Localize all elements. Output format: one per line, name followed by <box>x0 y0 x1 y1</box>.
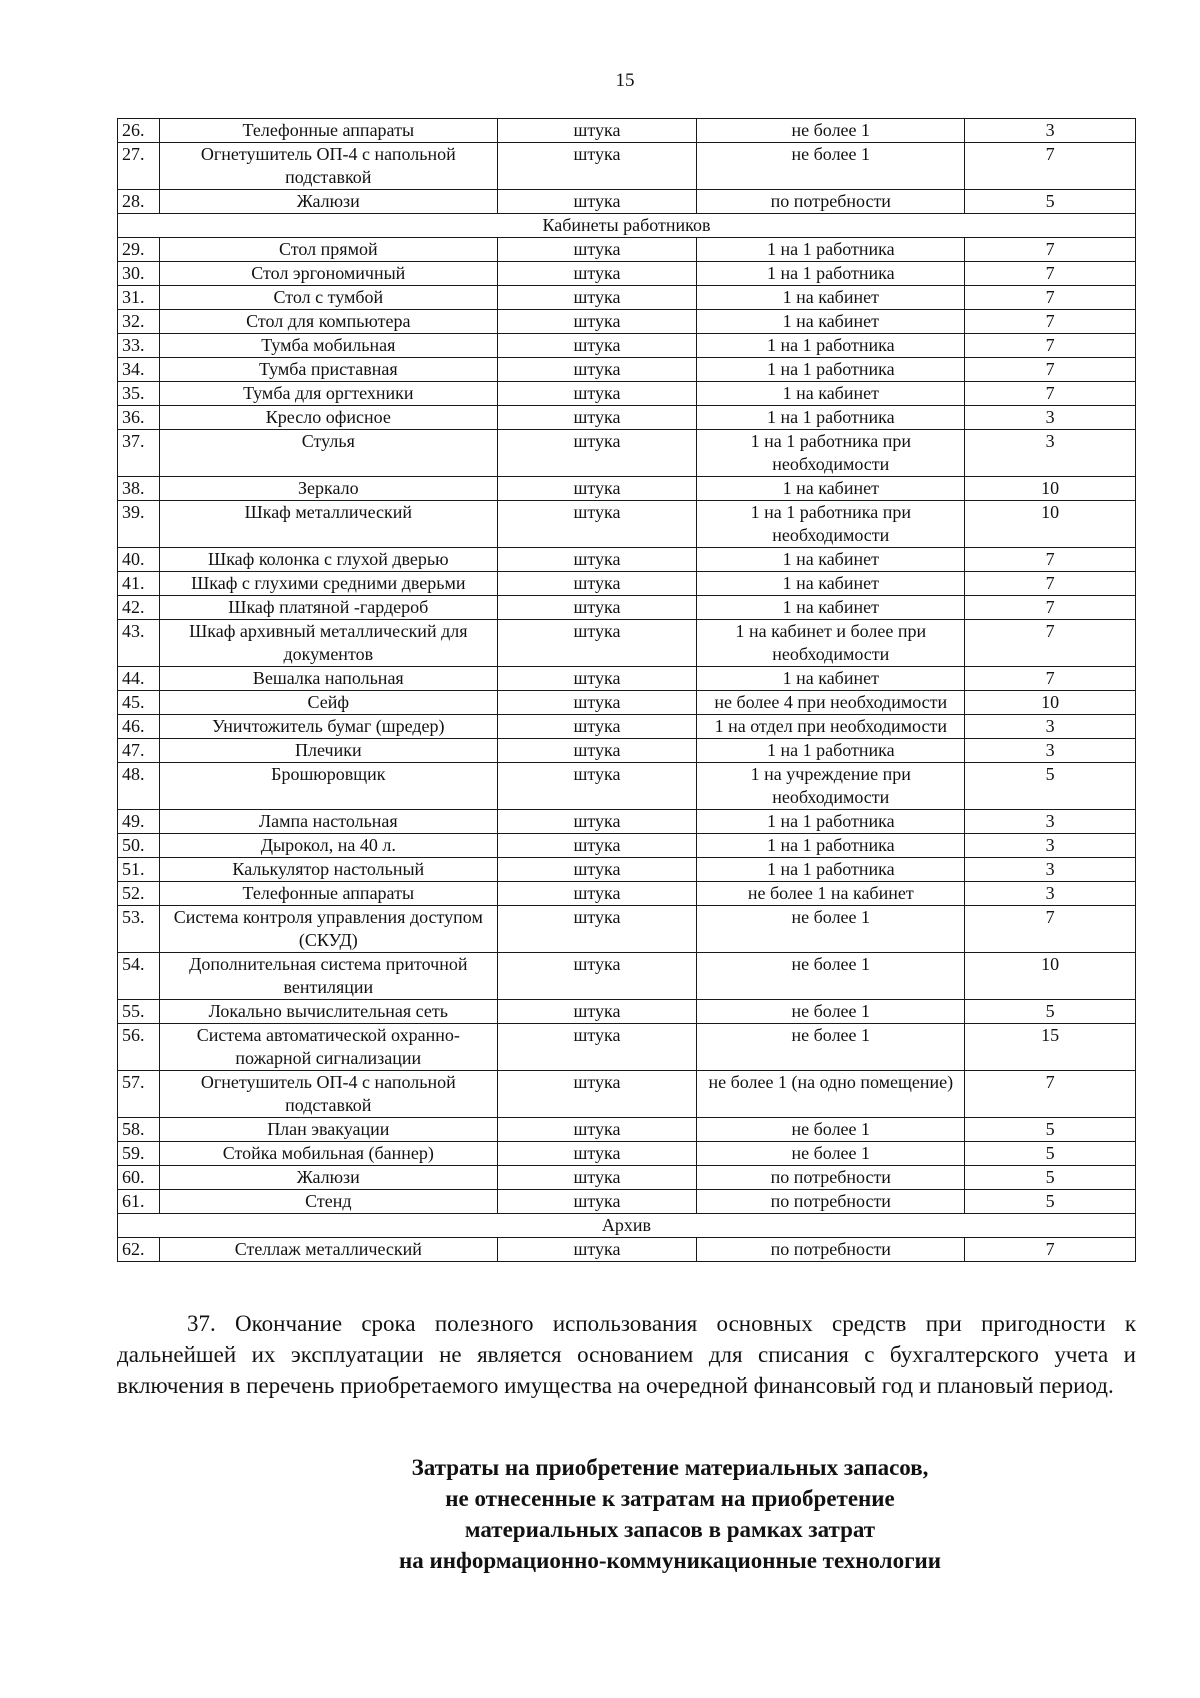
item-name: Шкаф металлический <box>159 501 497 548</box>
item-quantity: 1 на 1 работника <box>697 834 965 858</box>
item-term: 10 <box>965 477 1136 501</box>
table-row <box>118 763 1136 810</box>
table-row <box>118 430 1136 477</box>
item-name: Дырокол, на 40 л. <box>159 834 497 858</box>
row-number: 50. <box>118 834 160 858</box>
item-quantity: 1 на кабинет <box>697 548 965 572</box>
row-number: 44. <box>118 667 160 691</box>
item-unit: штука <box>497 238 697 262</box>
item-unit: штука <box>497 620 697 667</box>
item-unit: штука <box>497 953 697 1000</box>
item-term: 10 <box>965 691 1136 715</box>
table-row <box>118 334 1136 358</box>
item-unit: штука <box>497 190 697 214</box>
table-row <box>118 1142 1136 1166</box>
row-number: 36. <box>118 406 160 430</box>
row-number: 38. <box>118 477 160 501</box>
table-row <box>118 1024 1136 1071</box>
item-term: 7 <box>965 310 1136 334</box>
item-quantity: не более 1 <box>697 1118 965 1142</box>
item-term: 3 <box>965 406 1136 430</box>
item-quantity: 1 на 1 работника <box>697 358 965 382</box>
item-term: 7 <box>965 1071 1136 1118</box>
item-term: 7 <box>965 358 1136 382</box>
item-term: 7 <box>965 667 1136 691</box>
table-row <box>118 286 1136 310</box>
item-unit: штука <box>497 596 697 620</box>
item-name: Вешалка напольная <box>159 667 497 691</box>
item-term: 7 <box>965 620 1136 667</box>
row-number: 35. <box>118 382 160 406</box>
item-quantity: не более 1 <box>697 1000 965 1024</box>
item-name: Стол эргономичный <box>159 262 497 286</box>
item-name: Шкаф платяной -гардероб <box>159 596 497 620</box>
item-unit: штука <box>497 406 697 430</box>
item-quantity: 1 на кабинет <box>697 572 965 596</box>
row-number: 48. <box>118 763 160 810</box>
item-unit: штука <box>497 119 697 143</box>
item-unit: штука <box>497 382 697 406</box>
table-row <box>118 620 1136 667</box>
clause-37-paragraph: 37. Окончание срока полезного использования основных средств при пригодности к дальнейшей их эксплуатации не является основанием для списания с бухгалтерского учета и включения в перечень приобретаемого имущества на очередной финансовый год и плановый период. <box>117 1311 1136 1398</box>
table-row <box>118 262 1136 286</box>
heading-line: на информационно-коммуникационные технологии <box>398 1548 942 1573</box>
item-unit: штука <box>497 1071 697 1118</box>
row-number: 40. <box>118 548 160 572</box>
row-number: 37. <box>118 430 160 477</box>
item-name: Стол для компьютера <box>159 310 497 334</box>
item-name: Телефонные аппараты <box>159 119 497 143</box>
item-term: 5 <box>965 1166 1136 1190</box>
table-row <box>118 810 1136 834</box>
row-number: 51. <box>118 858 160 882</box>
table-row <box>118 572 1136 596</box>
table-row <box>118 143 1136 190</box>
item-quantity: 1 на кабинет <box>697 382 965 406</box>
heading-line: не отнесенные к затратам на приобретение <box>445 1486 895 1511</box>
item-unit: штука <box>497 1024 697 1071</box>
row-number: 57. <box>118 1071 160 1118</box>
item-term: 3 <box>965 882 1136 906</box>
item-term: 5 <box>965 763 1136 810</box>
item-quantity: не более 1 на кабинет <box>697 882 965 906</box>
heading-line: Затраты на приобретение материальных запасов, <box>411 1455 929 1480</box>
table-row <box>118 358 1136 382</box>
table-row <box>118 858 1136 882</box>
item-unit: штука <box>497 834 697 858</box>
item-quantity: не более 1 (на одно помещение) <box>697 1071 965 1118</box>
item-name: Система контроля управления доступом (СКУД) <box>159 906 497 953</box>
table-section-row <box>118 1214 1136 1238</box>
item-unit: штука <box>497 477 697 501</box>
row-number: 56. <box>118 1024 160 1071</box>
item-unit: штука <box>497 572 697 596</box>
item-unit: штука <box>497 286 697 310</box>
item-term: 3 <box>965 834 1136 858</box>
item-quantity: 1 на кабинет <box>697 310 965 334</box>
item-unit: штука <box>497 906 697 953</box>
item-quantity: по потребности <box>697 1238 965 1262</box>
item-name: Дополнительная система приточной вентиляции <box>159 953 497 1000</box>
item-name: Тумба мобильная <box>159 334 497 358</box>
item-term: 5 <box>965 1000 1136 1024</box>
item-quantity: по потребности <box>697 1190 965 1214</box>
item-unit: штука <box>497 262 697 286</box>
table-row <box>118 382 1136 406</box>
item-term: 7 <box>965 286 1136 310</box>
row-number: 42. <box>118 596 160 620</box>
item-unit: штука <box>497 1166 697 1190</box>
item-quantity: 1 на отдел при необходимости <box>697 715 965 739</box>
table-row <box>118 953 1136 1000</box>
row-number: 34. <box>118 358 160 382</box>
item-term: 15 <box>965 1024 1136 1071</box>
item-unit: штука <box>497 1142 697 1166</box>
item-unit: штука <box>497 1238 697 1262</box>
item-name: Стеллаж металлический <box>159 1238 497 1262</box>
item-name: Плечики <box>159 739 497 763</box>
item-quantity: 1 на кабинет <box>697 477 965 501</box>
item-term: 3 <box>965 430 1136 477</box>
table-body <box>118 119 1136 1262</box>
row-number: 59. <box>118 1142 160 1166</box>
item-name: Стол с тумбой <box>159 286 497 310</box>
item-name: Шкаф с глухими средними дверьми <box>159 572 497 596</box>
item-unit: штука <box>497 430 697 477</box>
item-quantity: не более 1 <box>697 119 965 143</box>
row-number: 27. <box>118 143 160 190</box>
row-number: 62. <box>118 1238 160 1262</box>
table-row <box>118 190 1136 214</box>
item-name: Стол прямой <box>159 238 497 262</box>
table-row <box>118 691 1136 715</box>
item-unit: штука <box>497 691 697 715</box>
row-number: 52. <box>118 882 160 906</box>
table-section-row <box>118 214 1136 238</box>
item-quantity: не более 1 <box>697 143 965 190</box>
item-term: 7 <box>965 906 1136 953</box>
item-unit: штука <box>497 1000 697 1024</box>
item-name: Тумба приставная <box>159 358 497 382</box>
row-number: 26. <box>118 119 160 143</box>
row-number: 39. <box>118 501 160 548</box>
item-quantity: по потребности <box>697 190 965 214</box>
item-quantity: 1 на кабинет <box>697 596 965 620</box>
item-unit: штука <box>497 763 697 810</box>
item-unit: штука <box>497 143 697 190</box>
table-row <box>118 906 1136 953</box>
item-term: 7 <box>965 143 1136 190</box>
item-name: Шкаф архивный металлический для документов <box>159 620 497 667</box>
item-quantity: не более 1 <box>697 953 965 1000</box>
item-term: 7 <box>965 334 1136 358</box>
item-name: Сейф <box>159 691 497 715</box>
item-quantity: 1 на кабинет и более при необходимости <box>697 620 965 667</box>
item-term: 3 <box>965 119 1136 143</box>
row-number: 32. <box>118 310 160 334</box>
item-quantity: 1 на 1 работника при необходимости <box>697 501 965 548</box>
item-name: Калькулятор настольный <box>159 858 497 882</box>
item-name: Стойка мобильная (баннер) <box>159 1142 497 1166</box>
item-name: Стенд <box>159 1190 497 1214</box>
item-quantity: 1 на 1 работника <box>697 262 965 286</box>
item-unit: штука <box>497 739 697 763</box>
row-number: 30. <box>118 262 160 286</box>
table-row <box>118 834 1136 858</box>
item-quantity: не более 1 <box>697 906 965 953</box>
table-row <box>118 1190 1136 1214</box>
item-quantity: 1 на учреждение при необходимости <box>697 763 965 810</box>
item-term: 10 <box>965 501 1136 548</box>
row-number: 28. <box>118 190 160 214</box>
item-term: 7 <box>965 1238 1136 1262</box>
item-name: Жалюзи <box>159 1166 497 1190</box>
item-quantity: не более 1 <box>697 1024 965 1071</box>
item-unit: штука <box>497 334 697 358</box>
table-row <box>118 119 1136 143</box>
item-quantity: 1 на 1 работника <box>697 406 965 430</box>
item-unit: штука <box>497 1190 697 1214</box>
row-number: 53. <box>118 906 160 953</box>
item-name: Локально вычислительная сеть <box>159 1000 497 1024</box>
item-name: Кресло офисное <box>159 406 497 430</box>
item-unit: штука <box>497 858 697 882</box>
item-term: 7 <box>965 596 1136 620</box>
row-number: 55. <box>118 1000 160 1024</box>
item-quantity: 1 на 1 работника <box>697 334 965 358</box>
item-term: 7 <box>965 548 1136 572</box>
section-title: Кабинеты работников <box>118 214 1136 238</box>
item-term: 5 <box>965 190 1136 214</box>
row-number: 47. <box>118 739 160 763</box>
item-term: 5 <box>965 1142 1136 1166</box>
item-quantity: 1 на 1 работника <box>697 238 965 262</box>
section-heading <box>300 1452 1040 1576</box>
table-row <box>118 238 1136 262</box>
table-row <box>118 406 1136 430</box>
table-row <box>118 310 1136 334</box>
item-unit: штука <box>497 1118 697 1142</box>
row-number: 49. <box>118 810 160 834</box>
item-unit: штука <box>497 667 697 691</box>
item-quantity: 1 на 1 работника <box>697 858 965 882</box>
item-name: Лампа настольная <box>159 810 497 834</box>
item-term: 5 <box>965 1190 1136 1214</box>
item-term: 3 <box>965 810 1136 834</box>
table-row <box>118 882 1136 906</box>
item-name: Система автоматической охранно-пожарной сигнализации <box>159 1024 497 1071</box>
row-number: 46. <box>118 715 160 739</box>
item-unit: штука <box>497 882 697 906</box>
table-row <box>118 596 1136 620</box>
item-unit: штука <box>497 310 697 334</box>
item-unit: штука <box>497 810 697 834</box>
item-name: Огнетушитель ОП-4 с напольной подставкой <box>159 1071 497 1118</box>
row-number: 54. <box>118 953 160 1000</box>
item-name: Зеркало <box>159 477 497 501</box>
item-term: 5 <box>965 1118 1136 1142</box>
table-row <box>118 1166 1136 1190</box>
item-name: Тумба для оргтехники <box>159 382 497 406</box>
item-quantity: по потребности <box>697 1166 965 1190</box>
item-term: 7 <box>965 262 1136 286</box>
item-unit: штука <box>497 501 697 548</box>
row-number: 29. <box>118 238 160 262</box>
item-quantity: 1 на 1 работника <box>697 810 965 834</box>
row-number: 43. <box>118 620 160 667</box>
table-row <box>118 1238 1136 1262</box>
row-number: 31. <box>118 286 160 310</box>
item-quantity: 1 на 1 работника при необходимости <box>697 430 965 477</box>
section-title: Архив <box>118 1214 1136 1238</box>
item-term: 3 <box>965 715 1136 739</box>
item-unit: штука <box>497 715 697 739</box>
table-row <box>118 667 1136 691</box>
item-term: 7 <box>965 382 1136 406</box>
table-row <box>118 477 1136 501</box>
item-name: Жалюзи <box>159 190 497 214</box>
item-name: Уничтожитель бумаг (шредер) <box>159 715 497 739</box>
item-quantity: 1 на кабинет <box>697 286 965 310</box>
table-row <box>118 1071 1136 1118</box>
page-number: 15 <box>615 70 635 91</box>
row-number: 60. <box>118 1166 160 1190</box>
equipment-table <box>117 118 1136 1262</box>
item-quantity: 1 на 1 работника <box>697 739 965 763</box>
item-term: 3 <box>965 858 1136 882</box>
row-number: 33. <box>118 334 160 358</box>
item-name: Брошюровщик <box>159 763 497 810</box>
item-term: 7 <box>965 572 1136 596</box>
row-number: 45. <box>118 691 160 715</box>
item-name: План эвакуации <box>159 1118 497 1142</box>
row-number: 41. <box>118 572 160 596</box>
table-row <box>118 1118 1136 1142</box>
item-name: Огнетушитель ОП-4 с напольной подставкой <box>159 143 497 190</box>
item-term: 10 <box>965 953 1136 1000</box>
row-number: 58. <box>118 1118 160 1142</box>
item-quantity: не более 4 при необходимости <box>697 691 965 715</box>
table-row <box>118 1000 1136 1024</box>
item-name: Шкаф колонка с глухой дверью <box>159 548 497 572</box>
item-term: 7 <box>965 238 1136 262</box>
row-number: 61. <box>118 1190 160 1214</box>
heading-line: материальных запасов в рамках затрат <box>464 1517 876 1542</box>
item-name: Телефонные аппараты <box>159 882 497 906</box>
item-quantity: не более 1 <box>697 1142 965 1166</box>
item-unit: штука <box>497 548 697 572</box>
table-row <box>118 548 1136 572</box>
item-unit: штука <box>497 358 697 382</box>
table-row <box>118 739 1136 763</box>
item-term: 3 <box>965 739 1136 763</box>
table-row <box>118 501 1136 548</box>
table-row <box>118 715 1136 739</box>
item-quantity: 1 на кабинет <box>697 667 965 691</box>
item-name: Стулья <box>159 430 497 477</box>
